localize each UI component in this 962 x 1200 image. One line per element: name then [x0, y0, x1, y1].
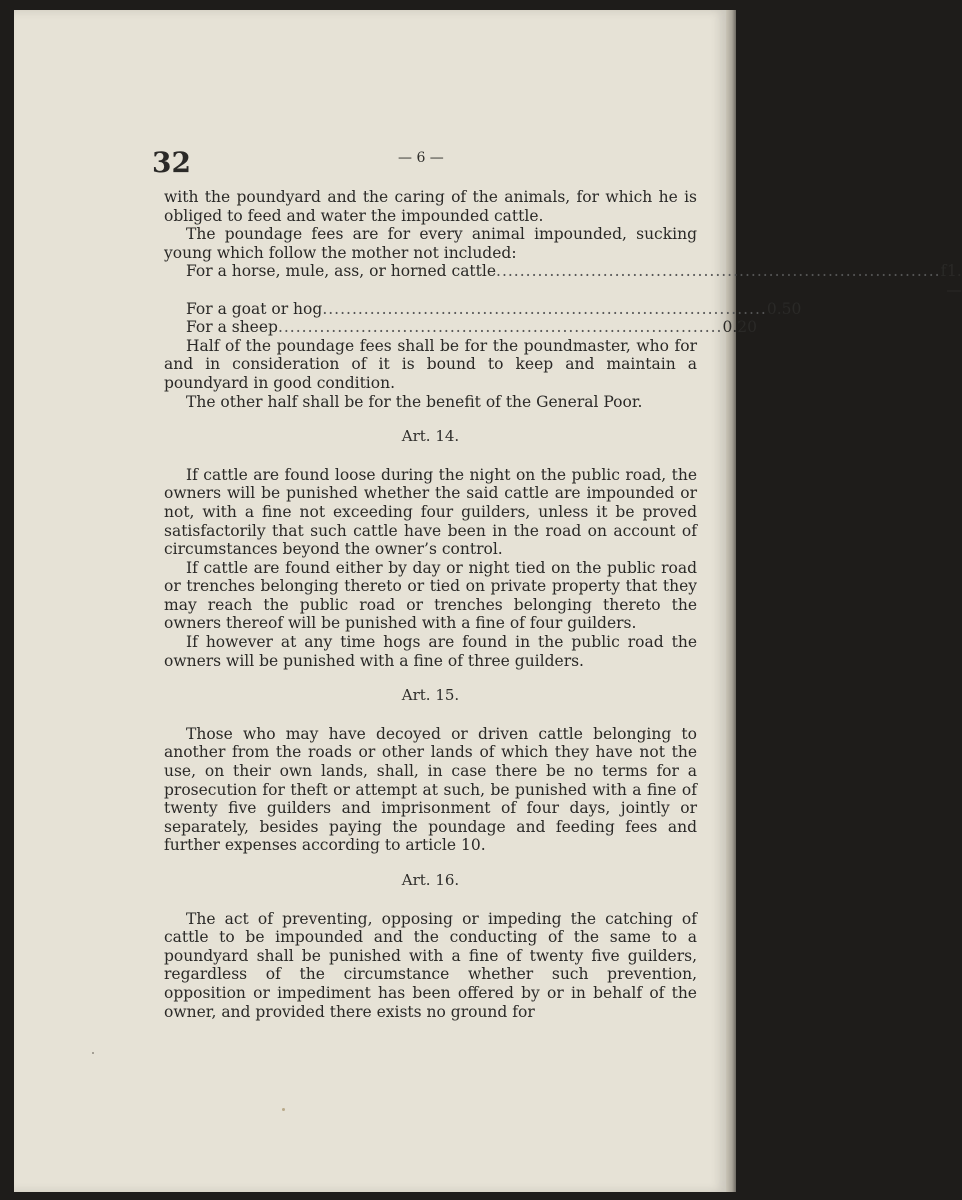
article-15-heading: Art. 15.: [401, 686, 460, 705]
fee-label: For a goat or hog: [186, 299, 323, 318]
article-14-heading: Art. 14.: [401, 427, 460, 446]
article-14-paragraph-3: If however at any time hogs are found in the public road the owners will be punished with a fine of three guilders.: [164, 633, 697, 670]
fee-label: For a sheep: [186, 318, 278, 337]
leader-dots: ...........................................................................: [322, 299, 767, 318]
article-16-heading: Art. 16.: [401, 871, 460, 889]
leader-dots: ...........................................................................: [277, 318, 723, 337]
running-head: — 6 —: [398, 150, 444, 166]
page-edge: [726, 10, 736, 1192]
fee-amount: 0.50: [766, 299, 802, 318]
fee-amount: 1.—: [946, 262, 962, 299]
article-14-paragraph-1: If cattle are found loose during the night on the public road, the owners will be punished whether the said cattle are impounded or not, with a fine not exceeding four guilders, unless it be proved satisfactorily that such cattle have been in the road on account of circumstances beyond the owner’s control.: [164, 465, 697, 559]
intro-paragraph-1: with the poundyard and the caring of the animals, for which he is obliged to feed and water the impounded cattle.: [164, 188, 697, 225]
article-16-paragraph-1: The act of preventing, opposing or impeding the catching of cattle to be impounded and the conducting of the same to a poundyard shall be punished with a fine of twenty five guilders, regardless of the circumstance whether such prevention, opposition or impediment has been offered by or in behalf of the owner, and provided there exists no ground for: [164, 909, 697, 1021]
intro-paragraph-4: The other half shall be for the benefit of the General Poor.: [186, 392, 643, 411]
article-14-paragraph-2: If cattle are found either by day or night tied on the public road or trenches belonging thereto or tied on private property that they may reach the public road or trenches belonging thereto the owners thereof will be punished with a fine of four guilders.: [164, 558, 697, 633]
fee-currency: f: [940, 262, 947, 281]
page-body: [164, 188, 962, 1021]
paper-speck: [282, 1108, 285, 1111]
fee-row-goat: [186, 299, 802, 319]
intro-paragraph-2: The poundage fees are for every animal impounded, sucking young which follow the mother not included:: [164, 225, 697, 262]
paper-speck: [92, 1052, 94, 1054]
fee-row-horse: [186, 262, 962, 299]
page-number: 32: [152, 146, 191, 179]
fee-label: For a horse, mule, ass, or horned cattle: [186, 262, 497, 281]
article-15-paragraph-1: Those who may have decoyed or driven cattle belonging to another from the roads or other lands of which they have not the use, on their own lands, shall, in case there be no terms for a prosecution for theft or attempt at such, be punished with a fine of twenty five guilders and imprisonment of four days, jointly or separately, besides paying the poundage and feeding fees and further expenses according to article 10.: [164, 724, 697, 855]
fee-row-sheep: [186, 318, 757, 337]
leader-dots: ...........................................................................: [496, 262, 941, 281]
intro-paragraph-3: Half of the poundage fees shall be for the poundmaster, who for and in consideration of it is bound to keep and maintain a poundyard in good condition.: [164, 336, 697, 392]
fee-amount: 0.20: [722, 318, 757, 337]
